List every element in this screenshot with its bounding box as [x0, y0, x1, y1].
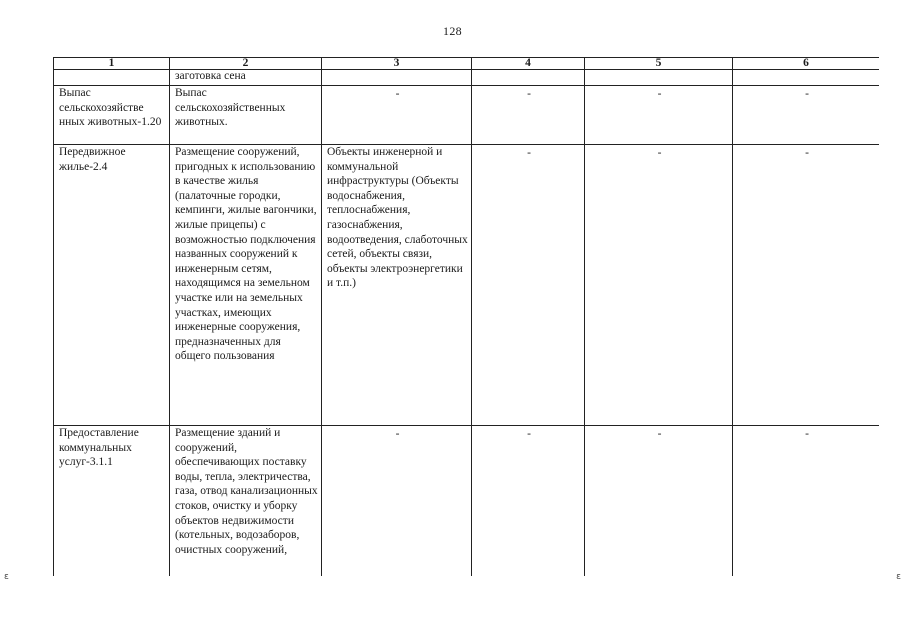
- header-row: [54, 58, 880, 70]
- header-col-5: 5: [585, 58, 733, 70]
- table-cell: Выпас сельскохозяйстве нных животных-1.20: [54, 86, 170, 145]
- right-edge-mark: ε: [896, 572, 901, 582]
- table-cell: Предоставление коммунальных услуг-3.1.1: [54, 426, 170, 577]
- table-cell: -: [322, 426, 472, 577]
- table-cell: -: [733, 426, 880, 577]
- table-cell: -: [733, 86, 880, 145]
- table-cell: -: [472, 426, 585, 577]
- header-col-4: 4: [472, 58, 585, 70]
- table-cell: -: [585, 86, 733, 145]
- table-row: [54, 426, 880, 577]
- table-cell: -: [472, 145, 585, 426]
- table-cell: -: [585, 426, 733, 577]
- table-cell: -: [472, 86, 585, 145]
- table-cell: [54, 70, 170, 86]
- table-cell: Размещение сооружений, пригодных к использованию в качестве жилья (палаточные городки, кемпинги, жилые вагончики, жилые прицепы) с возможностью подключения названных сооружений к инженерным сетям, находящимся на земельном участке или на земельных участках, имеющих инженерные сооружения, предназначенных для общего пользования: [170, 145, 322, 426]
- table-cell: Передвижное жилье-2.4: [54, 145, 170, 426]
- table-cell: -: [585, 145, 733, 426]
- table-cell: Выпас сельскохозяйственных животных.: [170, 86, 322, 145]
- table-cell: -: [322, 86, 472, 145]
- land-use-table: [53, 57, 879, 576]
- table-row: [54, 145, 880, 426]
- header-col-3: 3: [322, 58, 472, 70]
- table-row: [54, 86, 880, 145]
- table-cell: [322, 70, 472, 86]
- header-col-6: 6: [733, 58, 880, 70]
- header-col-1: 1: [54, 58, 170, 70]
- table-container: [53, 57, 879, 576]
- page-number: 128: [443, 24, 462, 38]
- header-col-2: 2: [170, 58, 322, 70]
- table-cell: [585, 70, 733, 86]
- table-cell: -: [733, 145, 880, 426]
- table-cell: Объекты инженерной и коммунальной инфраструктуры (Объекты водоснабжения, теплоснабжения, газоснабжения, водоотведения, слаботочных сетей, объекты связи, объекты электроэнергетики и т.п.): [322, 145, 472, 426]
- table-cell: [472, 70, 585, 86]
- continuation-row: [54, 70, 880, 86]
- table-cell: [733, 70, 880, 86]
- table-cell: заготовка сена: [170, 70, 322, 86]
- table-cell: Размещение зданий и сооружений, обеспечивающих поставку воды, тепла, электричества, газа, отвод канализационных стоков, очистку и уборку объектов недвижимости (котельных, водозаборов, очистных сооружений,: [170, 426, 322, 577]
- left-edge-mark: ε: [4, 572, 9, 582]
